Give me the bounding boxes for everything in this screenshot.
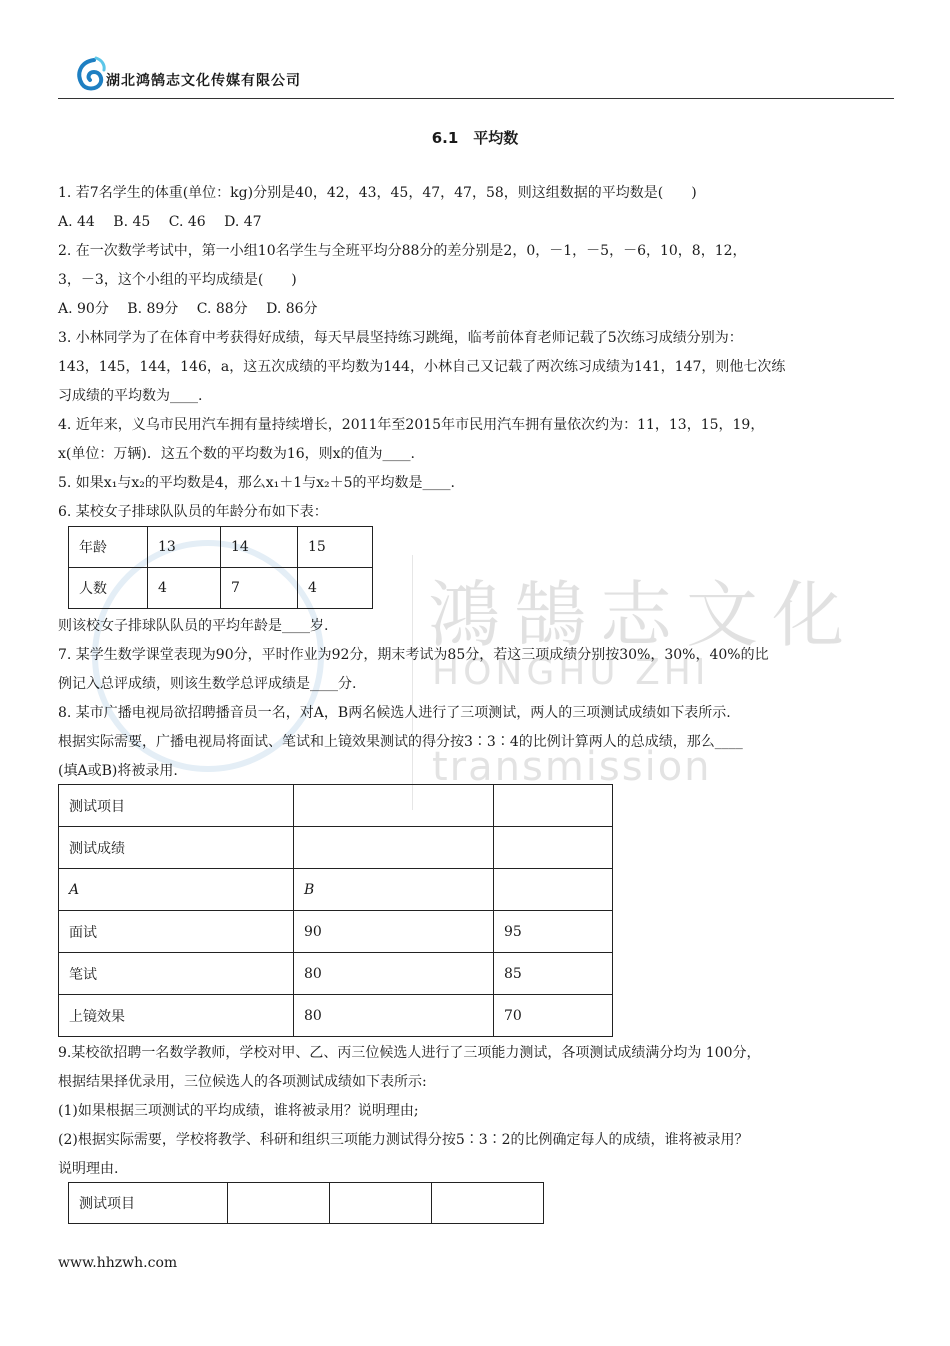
table-cell: 测试项目 (69, 1183, 228, 1224)
table-cell: 面试 (59, 911, 294, 953)
text-line: (1)如果根据三项测试的平均成绩，谁将被录用？说明理由; (58, 1103, 419, 1119)
text-line: 3，－3，这个小组的平均成绩是( ) (58, 272, 297, 288)
text-line: (2)根据实际需要，学校将教学、科研和组织三项能力测试得分按5∶3∶2的比例确定每人的成绩，谁将被录用？ (58, 1132, 749, 1148)
text-line: (填A或B)将被录用. (58, 763, 178, 779)
text-line: x(单位：万辆)．这五个数的平均数为16，则x的值为____. (58, 446, 415, 462)
table-cell: 年龄 (69, 527, 148, 568)
company-name: 湖北鸿鹄志文化传媒有限公司 (106, 73, 301, 89)
table-cell: B (294, 869, 494, 911)
test-scores-table (58, 784, 613, 1037)
text-line: 3. 小林同学为了在体育中考获得好成绩，每天早晨坚持练习跳绳，临考前体育老师记载了5次练习成绩分别为： (58, 330, 743, 346)
table-cell (494, 785, 613, 827)
text-line: 4. 近年来，义乌市民用汽车拥有量持续增长，2011年至2015年市民用汽车拥有量依次约为：11，13，15，19， (58, 417, 765, 433)
table-cell (228, 1183, 330, 1224)
table-cell (432, 1183, 544, 1224)
table-cell (494, 827, 613, 869)
table-row (69, 568, 373, 609)
text-line: 8. 某市广播电视局欲招聘播音员一名，对A，B两名候选人进行了三项测试，两人的三项测试成绩如下表所示. (58, 705, 731, 721)
table-row (59, 827, 613, 869)
table-cell: 4 (148, 568, 221, 609)
table-cell: A (59, 869, 294, 911)
table-cell (294, 785, 494, 827)
page-header (58, 56, 894, 99)
table-cell: 7 (221, 568, 298, 609)
text-line: A. 90分 B. 89分 C. 88分 D. 86分 (58, 301, 318, 317)
table-row (59, 869, 613, 911)
text-line: 则该校女子排球队队员的平均年龄是____岁. (58, 618, 329, 634)
table-cell: 90 (294, 911, 494, 953)
text-line: 6. 某校女子排球队队员的年龄分布如下表： (58, 504, 328, 520)
watermark-cn: 鴻鵠志文化 (428, 573, 859, 657)
table-cell: 15 (298, 527, 373, 568)
page-title: 6.1 平均数 (431, 129, 519, 147)
text-line: 7. 某学生数学课堂表现为90分，平时作业为92分，期末考试为85分，若这三项成绩分别按30%，30%，40%的比 (58, 647, 769, 663)
text-line: 2. 在一次数学考试中，第一小组10名学生与全班平均分88分的差分别是2，0，－1，－5，－6，10，8，12， (58, 243, 747, 259)
text-line: 9.某校欲招聘一名数学教师，学校对甲、乙、丙三位候选人进行了三项能力测试，各项测试成绩满分均为 100分， (58, 1045, 761, 1061)
text-line: 根据实际需要，广播电视局将面试、笔试和上镜效果测试的得分按3∶3∶4的比例计算两人的总成绩，那么____ (58, 734, 743, 750)
text-line: 1. 若7名学生的体重(单位：kg)分别是40，42，43，45，47，47，58，则这组数据的平均数是( ) (58, 185, 697, 201)
text-line: A. 44 B. 45 C. 46 D. 47 (58, 214, 262, 230)
text-line: 5. 如果x₁与x₂的平均数是4，那么x₁＋1与x₂＋5的平均数是____. (58, 475, 456, 491)
table-cell: 测试项目 (59, 785, 294, 827)
swirl-logo-icon (72, 56, 108, 94)
table-cell: 4 (298, 568, 373, 609)
watermark-en-2: transmission (432, 744, 712, 790)
table-row (69, 1183, 544, 1224)
table-cell (294, 827, 494, 869)
table-cell: 人数 (69, 568, 148, 609)
ability-test-table (68, 1182, 544, 1224)
table-cell: 上镜效果 (59, 995, 294, 1037)
table-cell: 95 (494, 911, 613, 953)
table-cell (330, 1183, 432, 1224)
table-cell: 13 (148, 527, 221, 568)
watermark-divider (412, 555, 413, 810)
text-line: 143，145，144，146，a，这五次成绩的平均数为144，小林自己又记载了两次练习成绩为141，147，则他七次练 (58, 359, 786, 375)
table-row (59, 785, 613, 827)
table-cell: 80 (294, 953, 494, 995)
watermark-en-1: HONGHU ZHI (432, 652, 710, 693)
table-cell: 70 (494, 995, 613, 1037)
table-row (59, 995, 613, 1037)
table-row (59, 953, 613, 995)
text-line: 例记入总评成绩，则该生数学总评成绩是____分. (58, 676, 357, 692)
table-cell: 笔试 (59, 953, 294, 995)
table-cell: 80 (294, 995, 494, 1037)
table-cell: 14 (221, 527, 298, 568)
text-line: 说明理由. (58, 1161, 119, 1177)
table-row (69, 527, 373, 568)
table-cell: 85 (494, 953, 613, 995)
text-line: 根据结果择优录用，三位候选人的各项测试成绩如下表所示: (58, 1074, 427, 1090)
table-row (59, 911, 613, 953)
table-cell (494, 869, 613, 911)
footer-url[interactable]: www.hhzwh.com (58, 1255, 178, 1271)
text-line: 习成绩的平均数为____. (58, 388, 203, 404)
age-table (68, 526, 373, 609)
table-cell: 测试成绩 (59, 827, 294, 869)
